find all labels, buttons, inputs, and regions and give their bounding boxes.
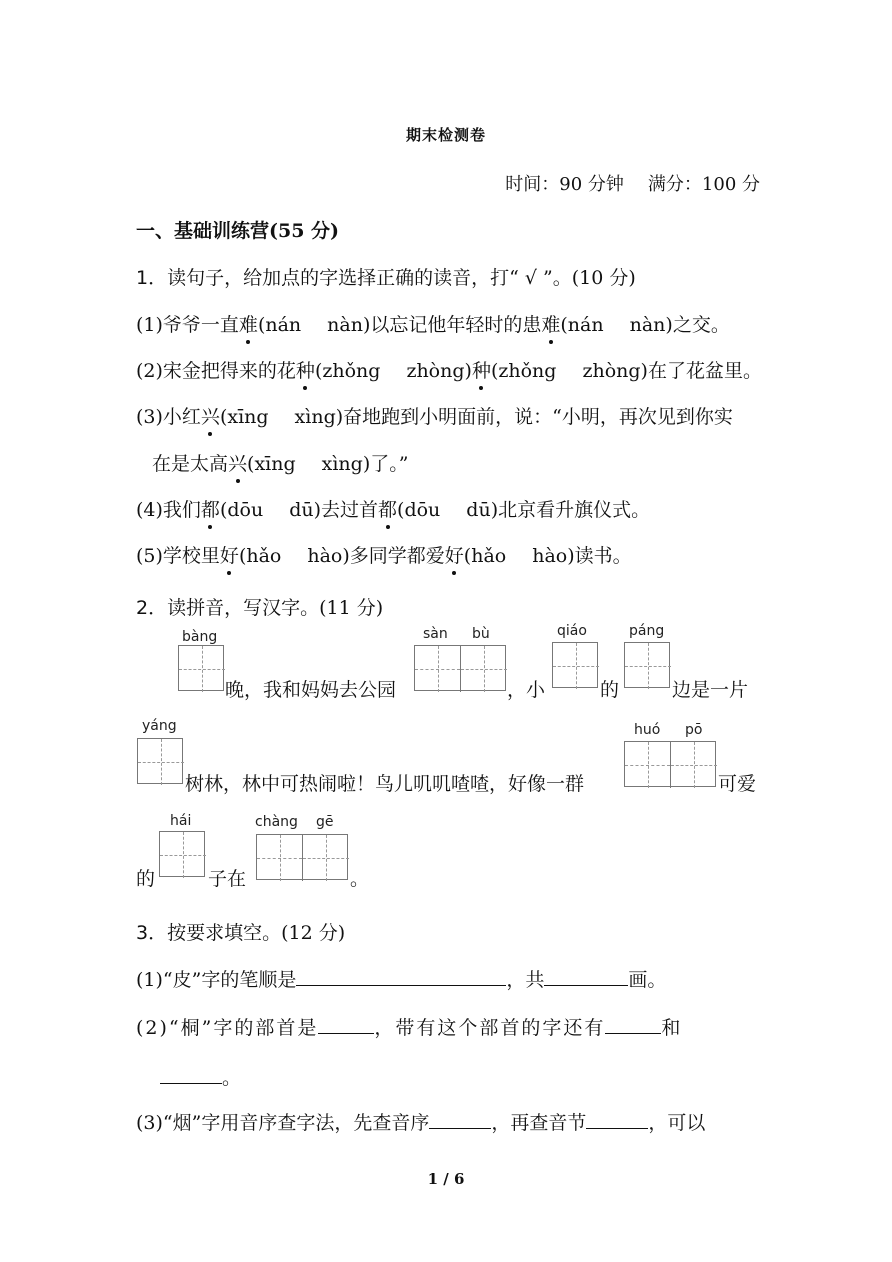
pinyin-label: pō	[685, 722, 703, 738]
q1-number: 1．	[136, 267, 168, 289]
fill-blank[interactable]	[605, 1015, 661, 1034]
q2-text: 读拼音，写汉字。(11 分)	[167, 597, 384, 619]
char-grid-box[interactable]	[137, 738, 183, 784]
q3-line-1	[136, 965, 666, 992]
q1-heading	[136, 263, 636, 290]
option[interactable]: (dōu	[219, 499, 264, 521]
section-heading: 一、基础训练营(55 分)	[136, 220, 340, 242]
pinyin-label: qiáo	[557, 623, 587, 639]
pinyin-label: huó	[634, 722, 661, 738]
text: (2)“桐”字的部首是	[136, 1017, 319, 1039]
option[interactable]: zhòng)	[406, 360, 472, 382]
pinyin-label: hái	[170, 813, 192, 829]
fill-blank[interactable]	[544, 967, 628, 986]
text: (3)“烟”字用音序查字法，先查音序	[136, 1112, 430, 1134]
char-grid-box[interactable]	[624, 642, 670, 688]
passage-text: 晚，我和妈妈去公园	[225, 679, 397, 701]
text: (3)小红	[136, 406, 201, 428]
q3-text: 按要求填空。(12 分)	[167, 922, 346, 944]
pinyin-label: chàng	[255, 814, 298, 830]
q1-text: 读句子，给加点的字选择正确的读音，打“ √ ”。(10 分)	[167, 267, 636, 289]
q2-number: 2．	[136, 597, 168, 619]
dotted-char: 好	[220, 541, 239, 568]
page-number: 1 / 6	[427, 1170, 465, 1188]
pinyin-label: bù	[472, 626, 490, 642]
text: (5)学校里	[136, 545, 220, 567]
q3-line-2	[136, 1013, 682, 1040]
option[interactable]: (nán	[560, 314, 604, 336]
pinyin-label: yáng	[142, 718, 177, 734]
fill-blank[interactable]	[429, 1110, 491, 1129]
option[interactable]: (hǎo	[238, 545, 282, 567]
option[interactable]: hào)读书。	[532, 545, 632, 567]
option[interactable]: (xīng	[219, 406, 269, 428]
exam-time: 时间：90 分钟	[505, 174, 624, 195]
option[interactable]: (nán	[257, 314, 302, 336]
q3-line-3	[136, 1108, 705, 1135]
exam-full-score: 满分：100 分	[647, 174, 760, 195]
pinyin-label: bàng	[182, 629, 218, 645]
passage-text: 的	[600, 679, 620, 701]
option[interactable]: (zhǒng	[314, 360, 381, 382]
passage-text: ，小	[507, 679, 546, 701]
passage-text: 的	[136, 868, 156, 890]
exam-info	[505, 170, 760, 196]
q1-sentence-3	[136, 402, 733, 429]
passage-text: 树林，林中可热闹啦！鸟儿叽叽喳喳，好像一群	[185, 773, 585, 795]
fill-blank[interactable]	[586, 1110, 648, 1129]
passage-text: 边是一片	[672, 679, 749, 701]
q3-number: 3．	[136, 922, 168, 944]
q3-line-2-cont	[160, 1063, 241, 1090]
dotted-char: 种	[296, 356, 315, 383]
text: 画。	[628, 969, 667, 991]
option[interactable]: dū)北京看升旗仪式。	[466, 499, 651, 521]
page-title: 期末检测卷	[405, 126, 486, 144]
text: (2)宋金把得来的花	[136, 360, 296, 382]
pinyin-label: páng	[629, 623, 665, 639]
dotted-char: 兴	[201, 402, 220, 429]
pinyin-label: gē	[316, 814, 334, 830]
char-grid-box[interactable]	[414, 645, 506, 691]
option[interactable]: xìng)了。”	[321, 453, 409, 475]
q1-sentence-4	[136, 495, 650, 522]
char-grid-box[interactable]	[178, 645, 224, 691]
q1-sentence-3-cont	[152, 449, 408, 476]
dotted-char: 种	[472, 356, 491, 383]
text: (1)爷爷一直	[136, 314, 239, 336]
char-grid-box[interactable]	[552, 642, 598, 688]
text: 和	[661, 1017, 683, 1039]
option[interactable]: zhòng)在了花盆里。	[582, 360, 762, 382]
option[interactable]: dū)去过首	[289, 499, 379, 521]
pinyin-label: sàn	[423, 626, 448, 642]
text: (1)“皮”字的笔顺是	[136, 969, 297, 991]
q1-sentence-2	[136, 356, 762, 383]
dotted-char: 难	[239, 310, 258, 337]
text: 在是太高	[152, 453, 229, 475]
option[interactable]: (hǎo	[463, 545, 507, 567]
passage-text: 可爱	[718, 773, 757, 795]
q2-heading	[136, 593, 383, 620]
option[interactable]: nàn)以忘记他年轻时的患	[327, 314, 542, 336]
passage-text: 。	[350, 868, 370, 890]
char-grid-box[interactable]	[624, 741, 716, 787]
dotted-char: 都	[378, 495, 397, 522]
text: 。	[222, 1067, 242, 1089]
option[interactable]: (xīng	[247, 453, 296, 475]
text: (4)我们	[136, 499, 201, 521]
fill-blank[interactable]	[160, 1065, 222, 1084]
dotted-char: 好	[445, 541, 464, 568]
char-grid-box[interactable]	[256, 834, 348, 880]
option[interactable]: xìng)奋地跑到小明面前，说：“小明，再次见到你实	[294, 406, 733, 428]
dotted-char: 难	[541, 310, 560, 337]
dotted-char: 都	[201, 495, 220, 522]
passage-text: 子在	[208, 868, 247, 890]
text: ，再查音节	[491, 1112, 587, 1134]
char-grid-box[interactable]	[159, 831, 205, 877]
option[interactable]: (zhǒng	[490, 360, 557, 382]
option[interactable]: (dōu	[397, 499, 441, 521]
text: ，共	[506, 969, 545, 991]
option[interactable]: hào)多同学都爱	[307, 545, 445, 567]
q1-sentence-5	[136, 541, 632, 568]
option[interactable]: nàn)之交。	[629, 314, 730, 336]
fill-blank[interactable]	[318, 1015, 374, 1034]
q3-heading	[136, 918, 345, 945]
text: ，带有这个部首的字还有	[374, 1017, 606, 1039]
text: ，可以	[648, 1112, 706, 1134]
fill-blank[interactable]	[296, 967, 506, 986]
q1-sentence-1	[136, 310, 730, 337]
dotted-char: 兴	[228, 449, 247, 476]
